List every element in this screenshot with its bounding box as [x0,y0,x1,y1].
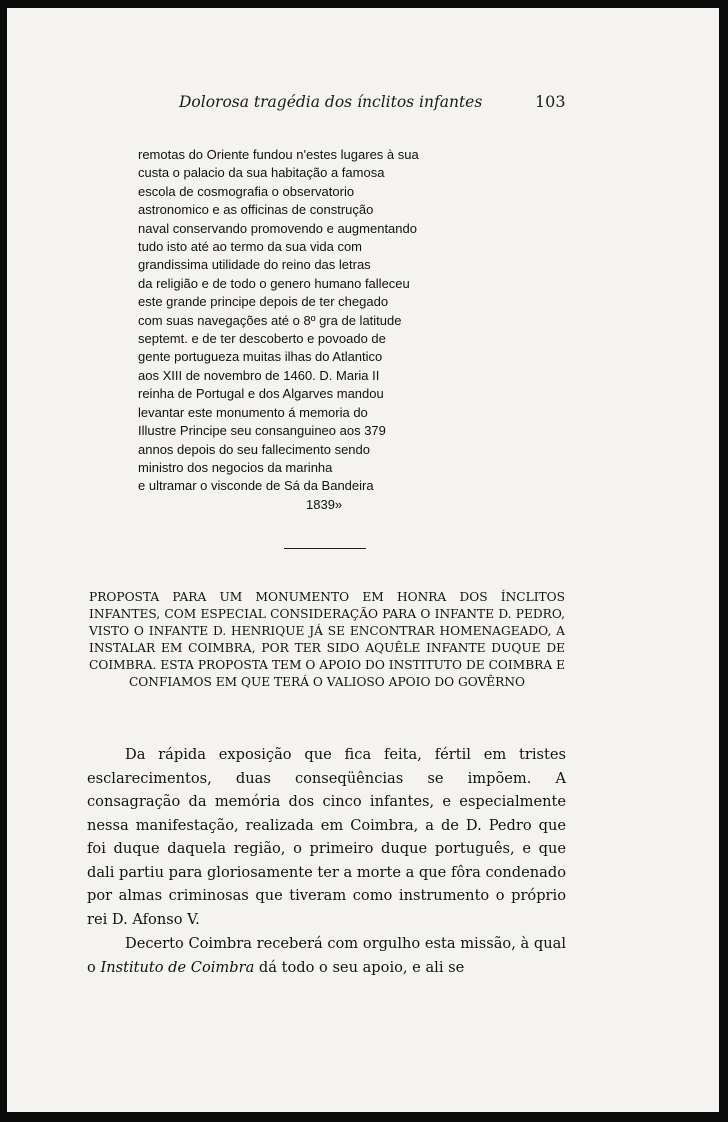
inscription-line: naval conservando promovendo e augmentando [138,220,417,236]
inscription-line: com suas navegações até o 8º gra de latitude [138,312,402,328]
inscription-line: septemt. e de ter descoberto e povoado de [138,331,386,347]
paragraph-text: dá todo o seu apoio, e ali se [258,958,465,976]
inscription-line: e ultramar o visconde de Sá da Bandeira [138,478,374,494]
inscription-line: levantar este monumento á memoria do [138,404,368,420]
inscription-line: custa o palacio da sua habitação a famosa [138,165,385,181]
running-title: Dolorosa tragédia dos ínclitos infantes [179,93,483,111]
inscription-line: ministro dos negocios da marinha [138,459,333,475]
institution-name: Instituto de Coimbra [100,958,255,976]
page-number: 103 [535,92,566,111]
inscription-line: gente portugueza muitas ilhas do Atlantico [138,349,383,365]
inscription-line: este grande principe depois de ter chegado [138,294,389,310]
inscription-line: tudo isto até ao termo da sua vida com [138,239,363,255]
paragraph-text: Decerto Coimbra receberá com orgulho esta missão, à qual o [87,935,566,976]
inscription-line: remotas do Oriente fundou n'estes lugares à sua [138,147,419,162]
inscription-line: grandissima utilidade do reino das letras [138,257,371,273]
inscription-line: da religião e de todo o genero humano falleceu [138,275,410,291]
inscription-line: escola de cosmografia o observatorio [138,183,355,199]
book-page [7,8,719,1112]
inscription-line: annos depois do seu fallecimento sendo [138,441,370,457]
inscription-line: reinha de Portugal e dos Algarves mandou [138,386,384,402]
inscription-line: Illustre Principe seu consanguineo aos 379 [138,423,386,439]
inscription-line: astronomico e as officinas de construção [138,202,374,218]
monument-inscription [138,146,498,514]
paragraph: Da rápida exposição que fica feita, fértil em tristes esclarecimentos, duas conseqüências se impõem. A consagração da memória dos cinco infantes, e especialmente nessa manifestação, realizada em Coimbra, a de D. Pedro que foi duque daquela região, o primeiro duque português, e que dali partiu para gloriosamente ter a morte a que fôra condenado por almas criminosas que tiveram como instrumento o próprio rei D. Afonso V. [87,746,567,928]
inscription-date: 1839» [306,496,343,512]
inscription-line: aos XIII de novembro de 1460. D. Maria II [138,367,380,383]
section-divider [284,548,366,549]
body-text [87,743,566,979]
paragraph [87,932,566,979]
section-heading: PROPOSTA PARA UM MONUMENTO EM HONRA DOS ÍNCLITOS INFANTES, COM ESPECIAL CONSIDERAÇÃO PARA O INFANTE D. PEDRO, VISTO O INFANTE D. HENRIQUE JÁ SE ENCONTRAR HOMENAGEADO, A INSTALAR EM COIMBRA, POR TER SIDO AQUÊLE INFANTE DUQUE DE COIMBRA. ESTA PROPOSTA TEM O APOIO DO INSTITUTO DE COIMBRA E CONFIAMOS EM QUE TERÁ O VALIOSO APOIO DO GOVÊRNO [89,590,565,689]
page-header [7,90,719,116]
